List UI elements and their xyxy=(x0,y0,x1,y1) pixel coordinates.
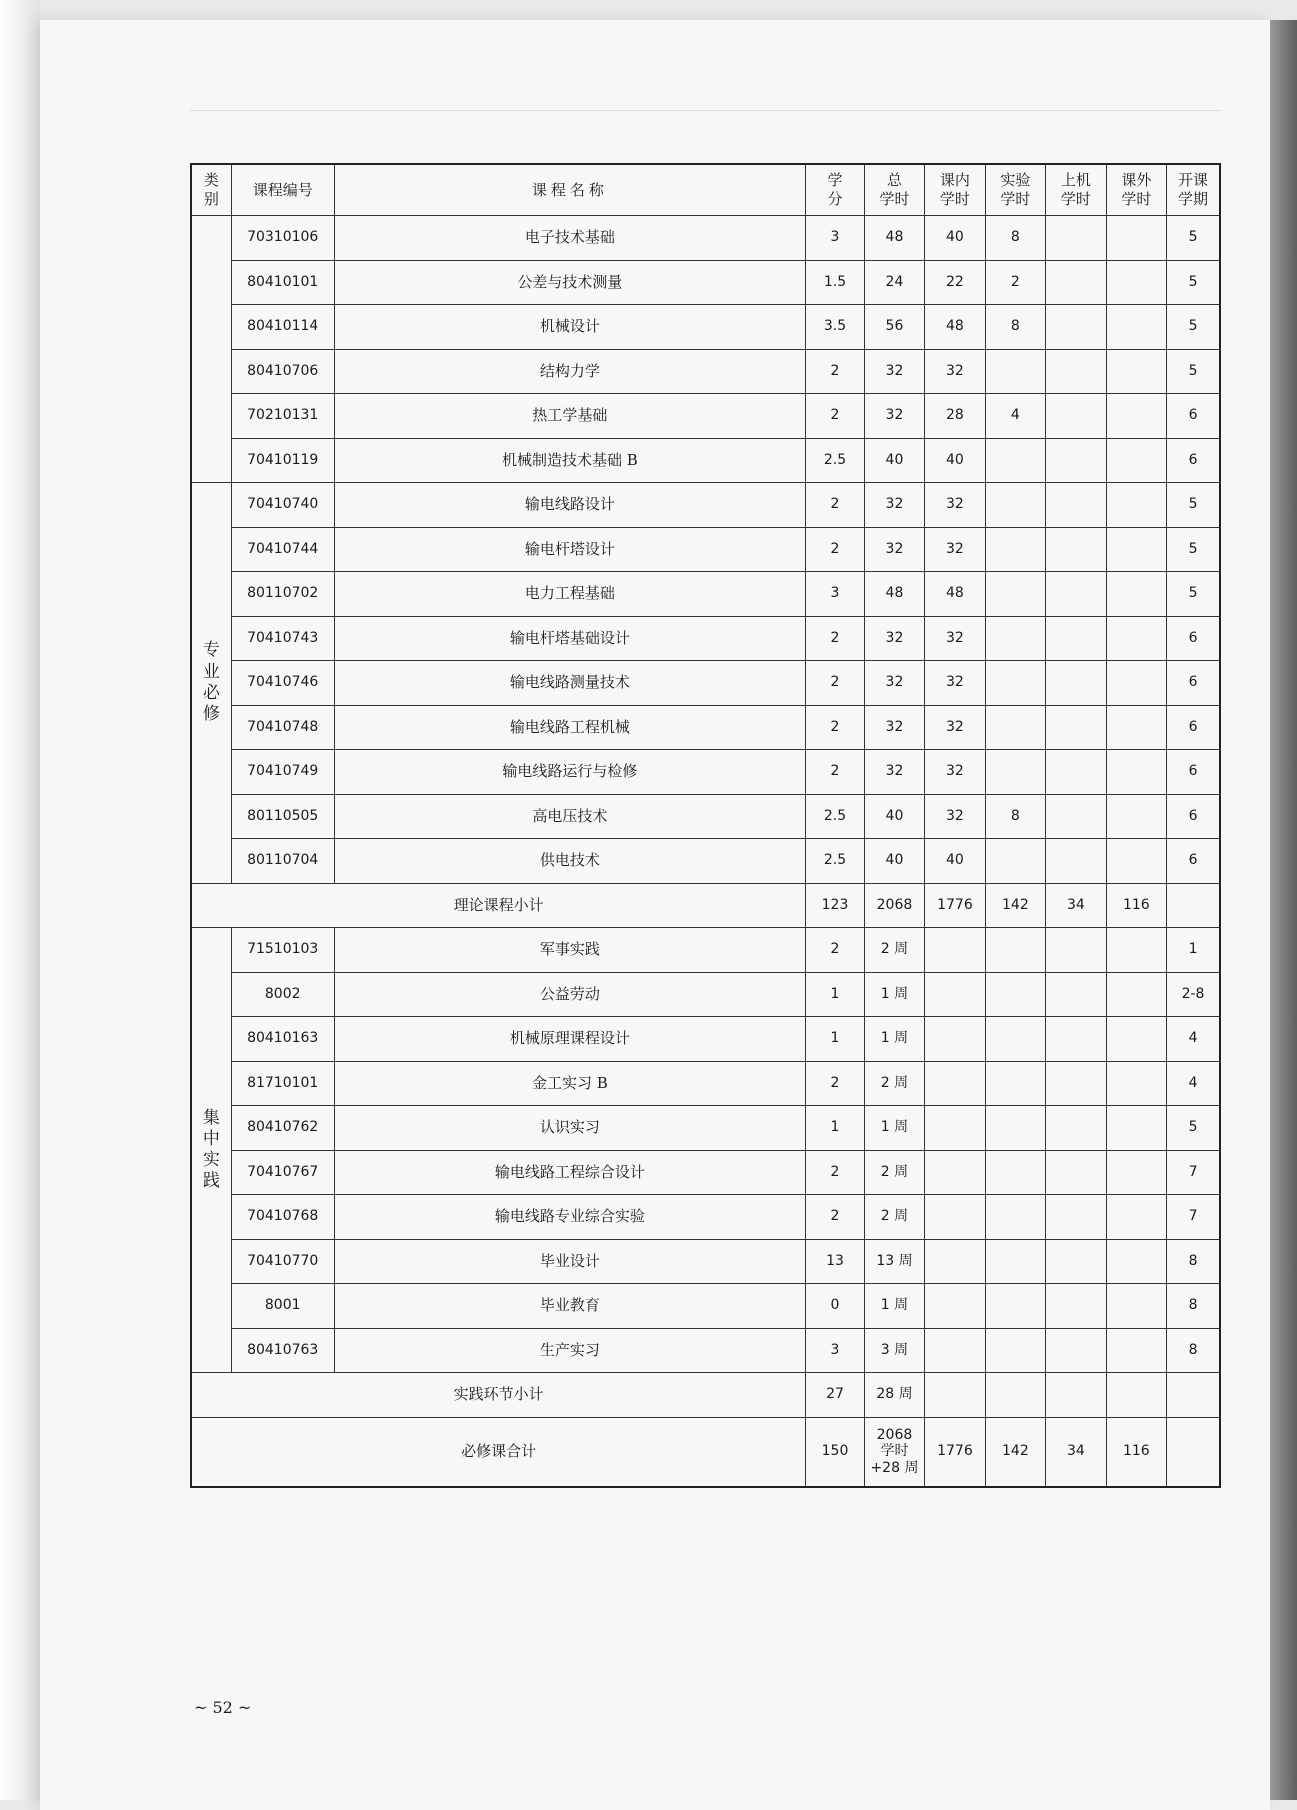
total-hours: 28 周 xyxy=(864,1373,924,1418)
credit: 2 xyxy=(806,527,864,572)
course-code: 70410743 xyxy=(231,616,334,661)
table-row xyxy=(191,928,1220,973)
extra-hours xyxy=(1106,750,1166,795)
computer-hours xyxy=(1046,349,1106,394)
course-name: 生产实习 xyxy=(334,1328,806,1373)
semester: 8 xyxy=(1167,1239,1220,1284)
computer-hours xyxy=(1046,1284,1106,1329)
total-hours: 48 xyxy=(864,572,924,617)
required-total-label: 必修课合计 xyxy=(191,1417,806,1487)
extra-hours xyxy=(1106,527,1166,572)
semester: 5 xyxy=(1167,216,1220,261)
table-row xyxy=(191,1239,1220,1284)
total-hours: 2 周 xyxy=(864,1150,924,1195)
extra-hours xyxy=(1106,661,1166,706)
table-row xyxy=(191,1106,1220,1151)
class-hours xyxy=(925,928,985,973)
semester: 5 xyxy=(1167,305,1220,350)
category-cell-professional-required: 专 业 必 修 xyxy=(191,483,231,884)
class-hours: 1776 xyxy=(925,883,985,928)
header-class-hours: 课内 学时 xyxy=(925,164,985,216)
lab-hours xyxy=(985,572,1045,617)
lab-hours xyxy=(985,1061,1045,1106)
faint-bleed-line xyxy=(190,110,1221,111)
credit: 3.5 xyxy=(806,305,864,350)
extra-hours xyxy=(1106,1061,1166,1106)
semester: 6 xyxy=(1167,616,1220,661)
computer-hours xyxy=(1046,661,1106,706)
computer-hours xyxy=(1046,1328,1106,1373)
lab-hours xyxy=(985,972,1045,1017)
total-hours: 40 xyxy=(864,839,924,884)
total-hours-line-3: +28 周 xyxy=(870,1460,919,1477)
lab-hours xyxy=(985,839,1045,884)
class-hours: 48 xyxy=(925,305,985,350)
class-hours: 1776 xyxy=(925,1417,985,1487)
semester: 7 xyxy=(1167,1150,1220,1195)
header-name: 课程名称 xyxy=(334,164,806,216)
total-hours: 56 xyxy=(864,305,924,350)
lab-hours: 2 xyxy=(985,260,1045,305)
computer-hours xyxy=(1046,1150,1106,1195)
credit: 1.5 xyxy=(806,260,864,305)
total-hours: 32 xyxy=(864,616,924,661)
curriculum-table xyxy=(190,163,1221,1488)
table-row xyxy=(191,705,1220,750)
class-hours: 22 xyxy=(925,260,985,305)
class-hours: 32 xyxy=(925,616,985,661)
computer-hours xyxy=(1046,394,1106,439)
total-hours: 32 xyxy=(864,705,924,750)
class-hours xyxy=(925,1239,985,1284)
computer-hours xyxy=(1046,1106,1106,1151)
course-name: 高电压技术 xyxy=(334,794,806,839)
semester: 6 xyxy=(1167,705,1220,750)
table-row xyxy=(191,216,1220,261)
course-code: 8001 xyxy=(231,1284,334,1329)
course-name: 公差与技术测量 xyxy=(334,260,806,305)
credit: 2 xyxy=(806,1150,864,1195)
credit: 3 xyxy=(806,216,864,261)
computer-hours xyxy=(1046,572,1106,617)
course-name: 输电线路运行与检修 xyxy=(334,750,806,795)
course-name: 供电技术 xyxy=(334,839,806,884)
class-hours: 40 xyxy=(925,216,985,261)
table-row xyxy=(191,572,1220,617)
table-row xyxy=(191,1328,1220,1373)
extra-hours xyxy=(1106,794,1166,839)
computer-hours xyxy=(1046,1017,1106,1062)
total-hours: 40 xyxy=(864,794,924,839)
computer-hours xyxy=(1046,1373,1106,1418)
semester: 2-8 xyxy=(1167,972,1220,1017)
class-hours: 32 xyxy=(925,750,985,795)
semester: 4 xyxy=(1167,1017,1220,1062)
lab-hours: 4 xyxy=(985,394,1045,439)
theory-subtotal-label: 理论课程小计 xyxy=(191,883,806,928)
table-row xyxy=(191,616,1220,661)
header-lab-hours: 实验 学时 xyxy=(985,164,1045,216)
computer-hours xyxy=(1046,1239,1106,1284)
extra-hours xyxy=(1106,1150,1166,1195)
credit: 2 xyxy=(806,661,864,706)
computer-hours xyxy=(1046,216,1106,261)
semester: 5 xyxy=(1167,527,1220,572)
course-code: 80410163 xyxy=(231,1017,334,1062)
class-hours: 48 xyxy=(925,572,985,617)
total-hours-line-1: 2068 xyxy=(876,1426,913,1443)
credit: 13 xyxy=(806,1239,864,1284)
extra-hours xyxy=(1106,1195,1166,1240)
lab-hours xyxy=(985,1239,1045,1284)
course-code: 81710101 xyxy=(231,1061,334,1106)
lab-hours xyxy=(985,705,1045,750)
total-hours: 32 xyxy=(864,394,924,439)
total-hours: 3 周 xyxy=(864,1328,924,1373)
lab-hours xyxy=(985,661,1045,706)
semester: 5 xyxy=(1167,483,1220,528)
credit: 2 xyxy=(806,1195,864,1240)
extra-hours xyxy=(1106,572,1166,617)
total-hours: 32 xyxy=(864,483,924,528)
lab-hours xyxy=(985,1373,1045,1418)
total-hours: 1 周 xyxy=(864,972,924,1017)
lab-hours: 142 xyxy=(985,883,1045,928)
header-computer-hours: 上机 学时 xyxy=(1046,164,1106,216)
practice-subtotal-row xyxy=(191,1373,1220,1418)
practice-subtotal-label: 实践环节小计 xyxy=(191,1373,806,1418)
table-row xyxy=(191,349,1220,394)
lab-hours xyxy=(985,1328,1045,1373)
class-hours xyxy=(925,1195,985,1240)
category-cell-concentrated-practice: 集 中 实 践 xyxy=(191,928,231,1373)
semester: 5 xyxy=(1167,349,1220,394)
lab-hours: 8 xyxy=(985,794,1045,839)
semester: 6 xyxy=(1167,794,1220,839)
computer-hours xyxy=(1046,972,1106,1017)
semester: 5 xyxy=(1167,260,1220,305)
semester: 5 xyxy=(1167,572,1220,617)
credit: 3 xyxy=(806,572,864,617)
semester: 6 xyxy=(1167,394,1220,439)
category-cell-blank xyxy=(191,216,231,483)
credit: 2 xyxy=(806,394,864,439)
course-code: 80110704 xyxy=(231,839,334,884)
course-code: 70410749 xyxy=(231,750,334,795)
course-name: 公益劳动 xyxy=(334,972,806,1017)
course-code: 8002 xyxy=(231,972,334,1017)
course-name: 毕业设计 xyxy=(334,1239,806,1284)
course-name: 热工学基础 xyxy=(334,394,806,439)
course-name: 机械设计 xyxy=(334,305,806,350)
header-row xyxy=(191,164,1220,216)
table-row xyxy=(191,438,1220,483)
lab-hours: 8 xyxy=(985,216,1045,261)
course-name: 输电线路设计 xyxy=(334,483,806,528)
course-code: 70410770 xyxy=(231,1239,334,1284)
course-name: 金工实习 B xyxy=(334,1061,806,1106)
course-code: 70410768 xyxy=(231,1195,334,1240)
class-hours xyxy=(925,1061,985,1106)
credit: 2.5 xyxy=(806,438,864,483)
course-code: 80410763 xyxy=(231,1328,334,1373)
credit: 2 xyxy=(806,1061,864,1106)
credit: 2 xyxy=(806,616,864,661)
lab-hours xyxy=(985,349,1045,394)
course-code: 70410767 xyxy=(231,1150,334,1195)
credit: 2.5 xyxy=(806,794,864,839)
table-row xyxy=(191,394,1220,439)
class-hours xyxy=(925,1373,985,1418)
lab-hours xyxy=(985,1106,1045,1151)
class-hours xyxy=(925,1150,985,1195)
course-name: 电子技术基础 xyxy=(334,216,806,261)
extra-hours xyxy=(1106,616,1166,661)
required-total-row xyxy=(191,1417,1220,1487)
extra-hours: 116 xyxy=(1106,883,1166,928)
course-name: 认识实习 xyxy=(334,1106,806,1151)
course-name: 机械制造技术基础 B xyxy=(334,438,806,483)
computer-hours xyxy=(1046,483,1106,528)
lab-hours: 8 xyxy=(985,305,1045,350)
semester: 6 xyxy=(1167,839,1220,884)
computer-hours xyxy=(1046,527,1106,572)
course-code: 70410746 xyxy=(231,661,334,706)
total-hours: 32 xyxy=(864,661,924,706)
credit: 123 xyxy=(806,883,864,928)
extra-hours xyxy=(1106,1284,1166,1329)
extra-hours xyxy=(1106,260,1166,305)
total-hours: 1 周 xyxy=(864,1106,924,1151)
lab-hours: 142 xyxy=(985,1417,1045,1487)
course-code: 80110505 xyxy=(231,794,334,839)
extra-hours xyxy=(1106,1017,1166,1062)
course-name: 输电线路测量技术 xyxy=(334,661,806,706)
semester: 1 xyxy=(1167,928,1220,973)
semester: 4 xyxy=(1167,1061,1220,1106)
course-code: 80410762 xyxy=(231,1106,334,1151)
course-name: 军事实践 xyxy=(334,928,806,973)
table-row xyxy=(191,794,1220,839)
table-row xyxy=(191,972,1220,1017)
extra-hours xyxy=(1106,1239,1166,1284)
class-hours: 32 xyxy=(925,527,985,572)
course-name: 输电线路工程综合设计 xyxy=(334,1150,806,1195)
credit: 3 xyxy=(806,1328,864,1373)
header-extra-hours: 课外 学时 xyxy=(1106,164,1166,216)
credit: 1 xyxy=(806,1106,864,1151)
extra-hours xyxy=(1106,839,1166,884)
class-hours: 32 xyxy=(925,483,985,528)
extra-hours xyxy=(1106,394,1166,439)
computer-hours xyxy=(1046,1195,1106,1240)
header-category: 类 别 xyxy=(191,164,231,216)
class-hours xyxy=(925,1284,985,1329)
course-name: 结构力学 xyxy=(334,349,806,394)
semester: 7 xyxy=(1167,1195,1220,1240)
total-hours: 40 xyxy=(864,438,924,483)
extra-hours xyxy=(1106,928,1166,973)
table-row xyxy=(191,1195,1220,1240)
class-hours: 32 xyxy=(925,349,985,394)
lab-hours xyxy=(985,527,1045,572)
extra-hours xyxy=(1106,1373,1166,1418)
extra-hours xyxy=(1106,483,1166,528)
class-hours: 40 xyxy=(925,438,985,483)
course-code: 71510103 xyxy=(231,928,334,973)
class-hours xyxy=(925,1328,985,1373)
semester xyxy=(1167,1417,1220,1487)
course-name: 机械原理课程设计 xyxy=(334,1017,806,1062)
credit: 1 xyxy=(806,1017,864,1062)
course-name: 输电线路专业综合实验 xyxy=(334,1195,806,1240)
page-binding-edge xyxy=(0,0,40,1800)
computer-hours xyxy=(1046,438,1106,483)
total-hours: 24 xyxy=(864,260,924,305)
total-hours-line-2: 学时 xyxy=(880,1443,909,1460)
total-hours xyxy=(864,1417,924,1487)
table-row xyxy=(191,260,1220,305)
computer-hours xyxy=(1046,794,1106,839)
credit: 2 xyxy=(806,928,864,973)
lab-hours xyxy=(985,1017,1045,1062)
table-row xyxy=(191,839,1220,884)
header-total-hours: 总 学时 xyxy=(864,164,924,216)
course-code: 70310106 xyxy=(231,216,334,261)
header-code: 课程编号 xyxy=(231,164,334,216)
table-row xyxy=(191,1284,1220,1329)
class-hours: 32 xyxy=(925,794,985,839)
lab-hours xyxy=(985,616,1045,661)
course-name: 输电杆塔设计 xyxy=(334,527,806,572)
credit: 2.5 xyxy=(806,839,864,884)
semester xyxy=(1167,883,1220,928)
computer-hours xyxy=(1046,260,1106,305)
extra-hours xyxy=(1106,305,1166,350)
class-hours: 28 xyxy=(925,394,985,439)
lab-hours xyxy=(985,1284,1045,1329)
total-hours: 32 xyxy=(864,349,924,394)
class-hours: 40 xyxy=(925,839,985,884)
extra-hours xyxy=(1106,349,1166,394)
credit: 27 xyxy=(806,1373,864,1418)
extra-hours xyxy=(1106,972,1166,1017)
table-row xyxy=(191,1017,1220,1062)
course-code: 70410119 xyxy=(231,438,334,483)
computer-hours: 34 xyxy=(1046,883,1106,928)
page-number: ~ 52 ~ xyxy=(194,1698,252,1717)
lab-hours xyxy=(985,483,1045,528)
table-row xyxy=(191,527,1220,572)
semester: 8 xyxy=(1167,1284,1220,1329)
course-code: 70410744 xyxy=(231,527,334,572)
page-shadow-edge xyxy=(1270,20,1297,1800)
table-row xyxy=(191,305,1220,350)
computer-hours xyxy=(1046,305,1106,350)
header-credit: 学 分 xyxy=(806,164,864,216)
semester: 6 xyxy=(1167,661,1220,706)
total-hours: 2 周 xyxy=(864,928,924,973)
computer-hours xyxy=(1046,750,1106,795)
extra-hours xyxy=(1106,216,1166,261)
course-name: 输电线路工程机械 xyxy=(334,705,806,750)
extra-hours xyxy=(1106,1106,1166,1151)
credit: 2 xyxy=(806,705,864,750)
computer-hours xyxy=(1046,616,1106,661)
table-row xyxy=(191,1061,1220,1106)
lab-hours xyxy=(985,438,1045,483)
total-hours: 2 周 xyxy=(864,1061,924,1106)
credit: 0 xyxy=(806,1284,864,1329)
lab-hours xyxy=(985,1150,1045,1195)
computer-hours: 34 xyxy=(1046,1417,1106,1487)
course-code: 80110702 xyxy=(231,572,334,617)
course-code: 70410740 xyxy=(231,483,334,528)
header-semester: 开课 学期 xyxy=(1167,164,1220,216)
computer-hours xyxy=(1046,928,1106,973)
lab-hours xyxy=(985,1195,1045,1240)
extra-hours xyxy=(1106,438,1166,483)
total-hours: 1 周 xyxy=(864,1017,924,1062)
credit: 1 xyxy=(806,972,864,1017)
semester: 8 xyxy=(1167,1328,1220,1373)
credit: 2 xyxy=(806,483,864,528)
course-code: 80410101 xyxy=(231,260,334,305)
computer-hours xyxy=(1046,1061,1106,1106)
course-code: 70410748 xyxy=(231,705,334,750)
extra-hours xyxy=(1106,1328,1166,1373)
computer-hours xyxy=(1046,839,1106,884)
lab-hours xyxy=(985,750,1045,795)
table-row xyxy=(191,661,1220,706)
class-hours: 32 xyxy=(925,705,985,750)
course-code: 70210131 xyxy=(231,394,334,439)
credit: 2 xyxy=(806,750,864,795)
total-hours: 2 周 xyxy=(864,1195,924,1240)
course-code: 80410114 xyxy=(231,305,334,350)
class-hours xyxy=(925,1017,985,1062)
computer-hours xyxy=(1046,705,1106,750)
course-name: 电力工程基础 xyxy=(334,572,806,617)
semester: 6 xyxy=(1167,750,1220,795)
table-row xyxy=(191,1150,1220,1195)
total-hours: 32 xyxy=(864,750,924,795)
lab-hours xyxy=(985,928,1045,973)
total-hours: 32 xyxy=(864,527,924,572)
semester: 5 xyxy=(1167,1106,1220,1151)
credit: 150 xyxy=(806,1417,864,1487)
course-name: 输电杆塔基础设计 xyxy=(334,616,806,661)
course-name: 毕业教育 xyxy=(334,1284,806,1329)
theory-subtotal-row xyxy=(191,883,1220,928)
class-hours: 32 xyxy=(925,661,985,706)
semester: 6 xyxy=(1167,438,1220,483)
extra-hours: 116 xyxy=(1106,1417,1166,1487)
semester xyxy=(1167,1373,1220,1418)
class-hours xyxy=(925,972,985,1017)
total-hours: 2068 xyxy=(864,883,924,928)
table-row xyxy=(191,750,1220,795)
total-hours: 13 周 xyxy=(864,1239,924,1284)
course-code: 80410706 xyxy=(231,349,334,394)
extra-hours xyxy=(1106,705,1166,750)
total-hours: 1 周 xyxy=(864,1284,924,1329)
credit: 2 xyxy=(806,349,864,394)
total-hours: 48 xyxy=(864,216,924,261)
table-row xyxy=(191,483,1220,528)
class-hours xyxy=(925,1106,985,1151)
